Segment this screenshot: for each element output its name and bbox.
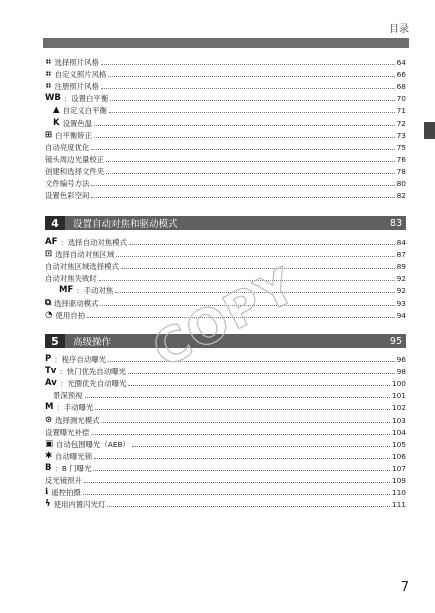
leader-dots — [84, 482, 390, 483]
entry-label: 反光镜预升 — [45, 476, 82, 486]
entry-icon: Av — [45, 378, 57, 389]
entry-page: 80 — [396, 179, 406, 189]
leader-dots — [121, 268, 395, 269]
entry-icon: WB — [45, 93, 61, 104]
entry-label: 注册照片风格 — [54, 82, 99, 92]
leader-dots — [115, 292, 394, 293]
toc-entry[interactable] — [45, 295, 406, 307]
entry-icon: ⧉ — [45, 297, 52, 308]
page-number: 7 — [400, 580, 409, 595]
toc-entry[interactable] — [45, 115, 406, 127]
entry-label: 景深预视 — [53, 391, 83, 401]
leader-dots — [101, 422, 389, 423]
chapter-title: 设置自动对焦和驱动模式 — [73, 219, 178, 230]
toc-section-top — [45, 55, 406, 200]
chapter-5-heading[interactable] — [45, 334, 406, 348]
entry-label: 设置色彩空间 — [45, 191, 90, 201]
toc-entry[interactable] — [45, 364, 406, 376]
entry-page: 75 — [396, 142, 406, 152]
toc-entry[interactable] — [45, 461, 406, 473]
entry-label: 遥控拍摄 — [51, 488, 81, 498]
leader-dots — [128, 373, 395, 374]
entry-label: 文件编号方法 — [45, 179, 90, 189]
entry-page: 110 — [391, 488, 406, 498]
leader-dots — [85, 397, 390, 398]
entry-icon: B — [45, 462, 52, 473]
entry-page: 93 — [396, 298, 406, 308]
entry-label: 镜头周边光量校正 — [45, 154, 105, 164]
leader-dots — [83, 494, 390, 495]
toc-entry[interactable] — [45, 128, 406, 140]
entry-page: 89 — [396, 262, 406, 272]
entry-icon: ⠶ — [45, 69, 52, 80]
leader-dots — [110, 100, 394, 101]
entry-page: 102 — [391, 403, 406, 413]
entry-page: 104 — [391, 427, 406, 437]
toc-entry[interactable] — [45, 400, 406, 412]
entry-page: 111 — [391, 500, 406, 510]
entry-icon: ⠶ — [45, 81, 52, 92]
leader-dots — [106, 161, 394, 162]
entry-icon: M — [45, 402, 54, 413]
chapter-page: 83 — [389, 217, 402, 229]
toc-entry[interactable] — [45, 283, 406, 295]
entry-page: 70 — [396, 94, 406, 104]
chapter-page: 95 — [389, 335, 402, 347]
toc-entry[interactable] — [45, 308, 406, 320]
entry-label: 自定义照片风格 — [54, 70, 107, 80]
entry-label: 自定义白平衡 — [62, 106, 107, 116]
entry-label: 选择自动对焦区域 — [55, 250, 115, 260]
leader-dots — [91, 185, 394, 186]
toc-entry[interactable] — [45, 247, 406, 259]
entry-label: ：程序自动曝光 — [54, 355, 106, 365]
toc-entry[interactable] — [45, 485, 406, 497]
entry-page: 84 — [396, 238, 406, 248]
entry-icon: ⊡ — [45, 249, 53, 260]
toc-entry[interactable] — [45, 152, 406, 164]
copy-watermark: COPY — [143, 257, 307, 379]
entry-page: 66 — [396, 70, 406, 80]
leader-dots — [128, 385, 390, 386]
entry-page: 103 — [391, 415, 406, 425]
entry-page: 72 — [396, 118, 406, 128]
entry-label: ：设置白平衡 — [63, 94, 109, 104]
toc-entry[interactable] — [45, 271, 406, 283]
leader-dots — [101, 64, 395, 65]
leader-dots — [100, 305, 394, 306]
leader-dots — [99, 280, 395, 281]
header-bar — [43, 38, 409, 48]
entry-icon: ⊞ — [45, 129, 53, 140]
toc-entry[interactable] — [45, 425, 406, 437]
toc-entry[interactable] — [45, 67, 406, 79]
toc-section-chapter-5 — [45, 352, 406, 509]
leader-dots — [95, 409, 389, 410]
entry-label: ：手动曝光 — [56, 403, 94, 413]
header-title: 目录 — [389, 24, 409, 35]
entry-page: 82 — [396, 191, 406, 201]
leader-dots — [106, 173, 394, 174]
leader-dots — [108, 361, 395, 362]
entry-page: 107 — [391, 463, 406, 473]
leader-dots — [91, 434, 390, 435]
entry-page: 68 — [396, 82, 406, 92]
toc-entry[interactable] — [45, 388, 406, 400]
leader-dots — [94, 458, 390, 459]
leader-dots — [91, 197, 394, 198]
leader-dots — [87, 317, 395, 318]
chapter-4-heading[interactable] — [45, 216, 406, 230]
leader-dots — [107, 506, 390, 507]
chapter-title: 高级操作 — [73, 337, 112, 348]
entry-page: 101 — [391, 391, 406, 401]
leader-dots — [94, 137, 395, 138]
entry-page: 106 — [391, 451, 406, 461]
toc-entry[interactable] — [45, 352, 406, 364]
entry-icon: ▣ — [45, 438, 54, 449]
entry-label: 创建和选择文件夹 — [45, 166, 105, 176]
entry-page: 96 — [396, 355, 406, 365]
entry-icon: Tv — [45, 366, 57, 377]
entry-label: 设置色温 — [62, 118, 93, 128]
entry-label: 设置曝光补偿 — [45, 427, 90, 437]
entry-page: 78 — [396, 166, 406, 176]
entry-label: ：B 门曝光 — [54, 463, 92, 473]
leader-dots — [109, 112, 395, 113]
toc-entry[interactable] — [45, 473, 406, 485]
entry-icon: K — [53, 117, 60, 128]
entry-label: 自动包围曝光（AEB） — [56, 439, 130, 449]
entry-label: ：手动对焦 — [76, 286, 114, 296]
toc-entry[interactable] — [45, 176, 406, 188]
leader-dots — [91, 149, 394, 150]
toc-entry[interactable] — [45, 164, 406, 176]
toc-section-chapter-4 — [45, 235, 406, 320]
entry-label: 自动曝光锁 — [55, 451, 93, 461]
entry-icon: ⠶ — [45, 57, 52, 68]
chapter-number: 5 — [45, 334, 65, 348]
entry-page: 98 — [396, 367, 406, 377]
entry-page: 64 — [396, 58, 406, 68]
toc-entry[interactable] — [45, 259, 406, 271]
leader-dots — [129, 244, 395, 245]
leader-dots — [101, 88, 395, 89]
entry-page: 76 — [396, 154, 406, 164]
entry-page: 71 — [396, 106, 406, 116]
entry-label: 自动对焦区域选择模式 — [45, 262, 119, 272]
section-tab-marker — [424, 122, 435, 139]
entry-label: 自动亮度优化 — [45, 142, 90, 152]
leader-dots — [108, 76, 394, 77]
entry-icon: ✱ — [45, 450, 53, 461]
entry-label: 选择照片风格 — [54, 58, 99, 68]
entry-icon: ℹ — [45, 487, 49, 498]
toc-entry[interactable] — [45, 437, 406, 449]
entry-icon: MF — [59, 285, 74, 296]
entry-icon: ▲ — [53, 105, 60, 116]
toc-entry[interactable] — [45, 140, 406, 152]
entry-label: 自动对焦失败时 — [45, 274, 97, 284]
entry-icon: AF — [45, 237, 58, 248]
entry-icon: ϟ — [45, 499, 51, 510]
entry-label: ：光圈优先自动曝光 — [59, 379, 127, 389]
toc-entry[interactable] — [45, 376, 406, 388]
leader-dots — [94, 125, 394, 126]
toc-entry[interactable] — [45, 188, 406, 200]
entry-label: 选择测光模式 — [55, 415, 100, 425]
toc-entry[interactable] — [45, 91, 406, 103]
toc-entry[interactable] — [45, 412, 406, 424]
entry-page: 92 — [396, 274, 406, 284]
entry-page: 73 — [396, 130, 406, 140]
entry-page: 109 — [391, 476, 406, 486]
entry-label: 使用自拍 — [55, 310, 85, 320]
entry-label: 选择驱动模式 — [54, 298, 99, 308]
leader-dots — [93, 470, 389, 471]
leader-dots — [116, 256, 394, 257]
entry-icon: P — [45, 354, 52, 365]
toc-entry[interactable] — [45, 449, 406, 461]
chapter-number: 4 — [45, 216, 65, 230]
toc-entry[interactable] — [45, 79, 406, 91]
entry-label: 使用内置闪光灯 — [53, 500, 106, 510]
entry-label: ：选择自动对焦模式 — [60, 238, 127, 248]
entry-page: 92 — [396, 286, 406, 296]
toc-entry[interactable] — [45, 103, 406, 115]
entry-page: 94 — [396, 310, 406, 320]
entry-page: 100 — [391, 379, 406, 389]
leader-dots — [132, 446, 390, 447]
entry-icon: ◔ — [45, 309, 53, 320]
entry-page: 105 — [391, 439, 406, 449]
entry-page: 87 — [396, 250, 406, 260]
toc-entry[interactable] — [45, 55, 406, 67]
toc-entry[interactable] — [45, 235, 406, 247]
toc-entry[interactable] — [45, 497, 406, 509]
entry-icon: ⊙ — [45, 414, 53, 425]
entry-label: 白平衡矫正 — [55, 130, 93, 140]
entry-label: ：快门优先自动曝光 — [59, 367, 126, 377]
